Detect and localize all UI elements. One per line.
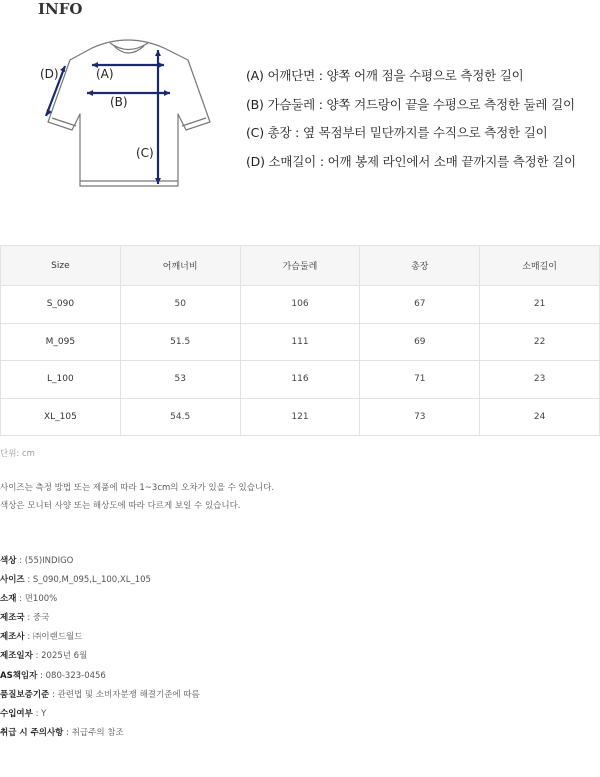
spec-label: 품질보증기준 <box>0 689 50 700</box>
spec-row <box>0 667 200 686</box>
header-length: 총장 <box>360 246 480 286</box>
spec-separator: : <box>19 594 23 605</box>
spec-label: 제조사 <box>0 632 25 643</box>
spec-row <box>0 609 200 628</box>
spec-row <box>0 590 200 609</box>
cell-size: M_095 <box>1 323 121 361</box>
spec-label: 취급 시 주의사항 <box>0 727 64 738</box>
table-header-row <box>1 246 600 286</box>
spec-label: 색상 <box>0 556 17 566</box>
cell-size: L_100 <box>1 361 121 399</box>
spec-row <box>0 724 200 743</box>
measurement-legend <box>246 62 576 176</box>
size-notes <box>0 479 274 515</box>
spec-separator: : <box>27 632 31 643</box>
spec-label: 사이즈 <box>0 575 25 586</box>
spec-row <box>0 628 200 647</box>
spec-value: Y <box>41 708 47 719</box>
cell-sleeve: 21 <box>480 286 600 324</box>
legend-c: (C) 총장 : 옆 목점부터 밑단까지를 수직으로 측정한 길이 <box>246 125 548 140</box>
spec-label: 제조일자 <box>0 651 33 662</box>
spec-value: ㈜이랜드월드 <box>32 632 83 643</box>
spec-value: S_090,M_095,L_100,XL_105 <box>32 575 151 586</box>
spec-row <box>0 647 200 666</box>
header-sleeve: 소매길이 <box>480 246 600 286</box>
cell-chest: 111 <box>240 323 360 361</box>
cell-chest: 116 <box>240 361 360 399</box>
spec-value: 중국 <box>32 613 50 624</box>
table-row <box>1 361 600 399</box>
note-size-tolerance: 사이즈는 측정 방법 또는 제품에 따라 1~3cm의 오차가 있을 수 있습니다. <box>0 483 275 493</box>
table-row <box>1 286 600 324</box>
cell-shoulder: 50 <box>120 286 240 324</box>
unit-text: 단위: cm <box>0 449 35 459</box>
label-b: (B) <box>110 95 128 109</box>
spec-label: 소재 <box>0 594 17 605</box>
spec-separator: : <box>19 556 23 566</box>
spec-separator: : <box>35 708 39 719</box>
table-row <box>1 398 600 436</box>
legend-b: (B) 가슴둘레 : 양쪽 겨드랑이 끝을 수평으로 측정한 둘레 길이 <box>246 96 575 112</box>
cell-sleeve: 24 <box>480 398 600 436</box>
cell-size: XL_105 <box>1 398 121 436</box>
cell-chest: 106 <box>240 286 360 324</box>
header-shoulder: 어깨너비 <box>120 246 240 286</box>
spec-row <box>0 571 200 590</box>
header-size: Size <box>1 246 121 286</box>
tshirt-measurement-diagram <box>30 34 220 204</box>
spec-row <box>0 705 200 724</box>
header-chest: 가슴둘레 <box>240 246 360 286</box>
spec-separator: : <box>27 613 31 624</box>
cell-shoulder: 54.5 <box>120 398 240 436</box>
spec-value: 취급주의 참조 <box>71 727 124 738</box>
cell-shoulder: 51.5 <box>120 323 240 361</box>
spec-label: 제조국 <box>0 613 25 624</box>
legend-a: (A) 어깨단면 : 양쪽 어깨 점을 수평으로 측정한 길이 <box>246 68 524 83</box>
spec-separator: : <box>51 689 55 700</box>
spec-value: 면100% <box>24 594 58 605</box>
table-row <box>1 323 600 361</box>
spec-row <box>0 686 200 705</box>
cell-shoulder: 53 <box>120 361 240 399</box>
section-title: INFO <box>38 0 83 18</box>
cell-length: 73 <box>360 398 480 436</box>
spec-label: 수입여부 <box>0 708 33 719</box>
label-c: (C) <box>136 146 154 160</box>
spec-value: 080-323-0456 <box>45 670 106 681</box>
spec-separator: : <box>40 670 43 681</box>
size-table <box>0 245 600 436</box>
label-d: (D) <box>40 67 59 81</box>
cell-length: 71 <box>360 361 480 399</box>
spec-value: 관련법 및 소비자분쟁 해결기준에 따름 <box>57 689 200 700</box>
cell-sleeve: 23 <box>480 361 600 399</box>
note-color-variance: 색상은 모니터 사양 또는 해상도에 따라 다르게 보일 수 있습니다. <box>0 501 241 511</box>
cell-chest: 121 <box>240 398 360 436</box>
cell-size: S_090 <box>1 286 121 324</box>
spec-separator: : <box>35 651 39 662</box>
spec-separator: : <box>27 575 31 586</box>
legend-d: (D) 소매길이 : 어깨 봉제 라인에서 소매 끝까지를 측정한 길이 <box>246 153 576 169</box>
cell-length: 69 <box>360 323 480 361</box>
product-specs <box>0 552 200 743</box>
cell-length: 67 <box>360 286 480 324</box>
spec-separator: : <box>66 727 69 738</box>
spec-label: AS책임자 <box>0 670 38 681</box>
tshirt-outline <box>48 40 210 186</box>
spec-row <box>0 552 200 571</box>
cell-sleeve: 22 <box>480 323 600 361</box>
spec-value: (55)INDIGO <box>24 556 74 566</box>
spec-value: 2025년 6월 <box>41 651 88 662</box>
label-a: (A) <box>96 67 114 81</box>
